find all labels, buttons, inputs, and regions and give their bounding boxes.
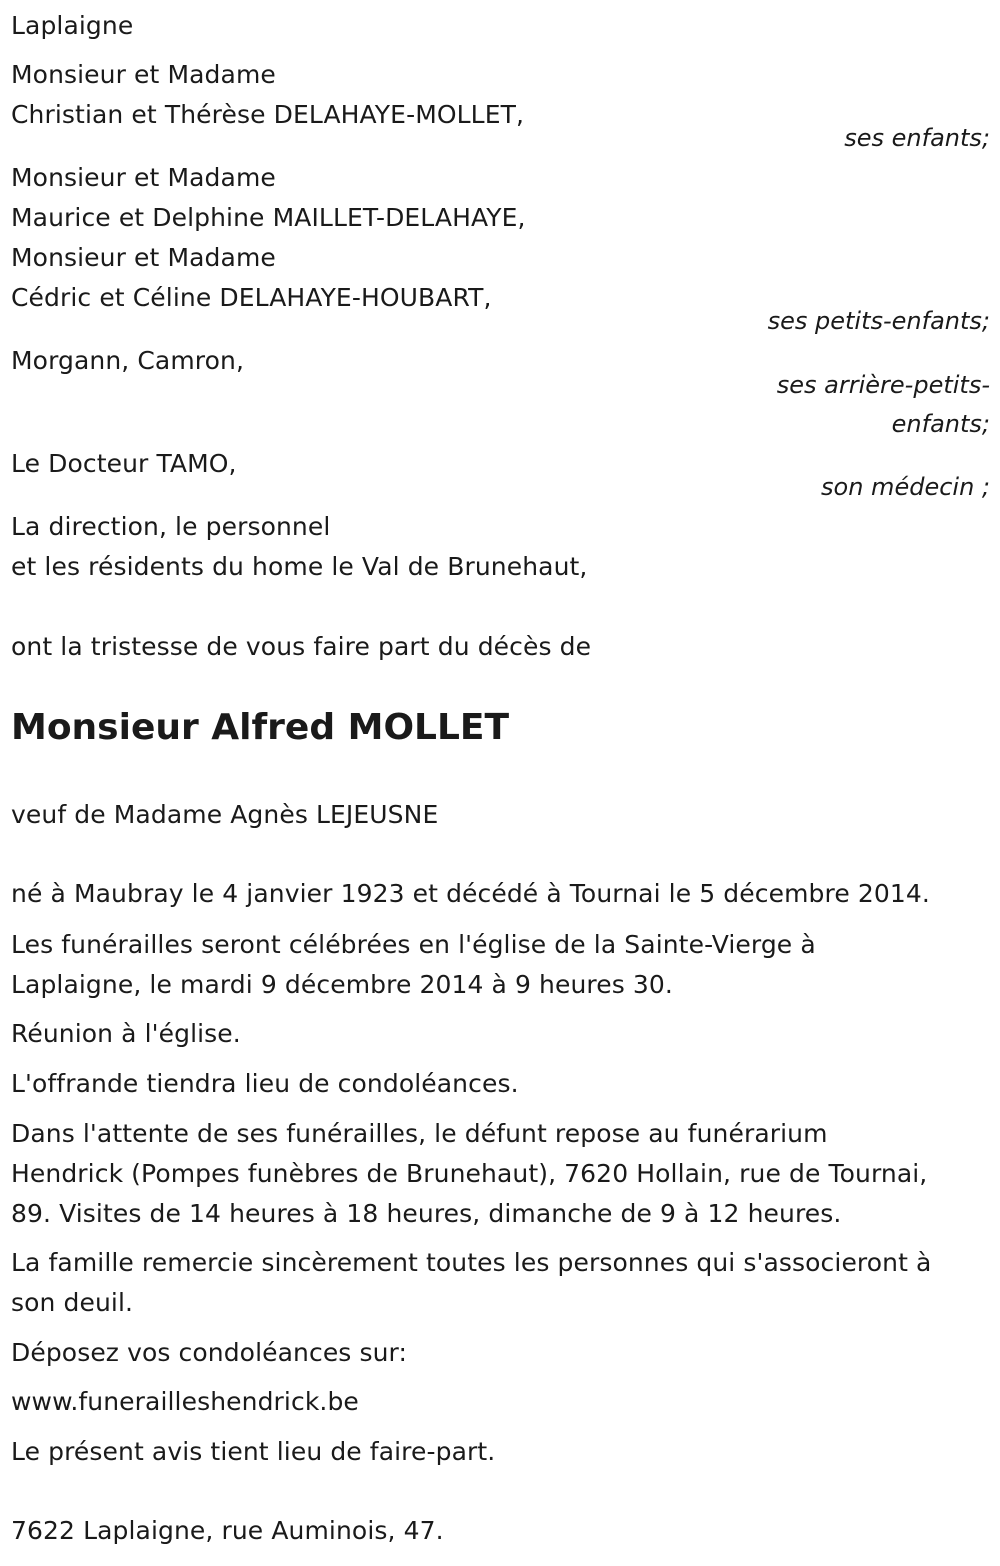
meeting-line: Réunion à l'église. [11,1019,241,1048]
announcement-intro: ont la tristesse de vous faire part du décès de [11,632,592,661]
thanks-line-2: son deuil. [11,1288,134,1317]
deceased-name: Monsieur Alfred MOLLET [11,707,510,748]
great-grandchildren-names: Morgann, Camron, [11,346,245,375]
home-line-2: et les résidents du home le Val de Brunehaut, [11,552,588,581]
funeral-line-2: Laplaigne, le mardi 9 décembre 2014 à 9 heures 30. [11,970,673,999]
great-grandchildren-role-line2: enfants; [891,410,990,438]
children-role: ses enfants; [844,124,990,152]
website-link[interactable]: www.funerailleshendrick.be [11,1387,359,1416]
grandchildren-names-1: Maurice et Delphine MAILLET-DELAHAYE, [11,203,526,232]
town-heading: Laplaigne [11,11,134,40]
rest-line-2: Hendrick (Pompes funèbres de Brunehaut), 7620 Hollain, rue de Tournai, [11,1159,928,1188]
rest-line-1: Dans l'attente de ses funérailles, le défunt repose au funérarium [11,1119,828,1148]
children-names: Christian et Thérèse DELAHAYE-MOLLET, [11,100,525,129]
home-line-1: La direction, le personnel [11,512,331,541]
birth-death-line: né à Maubray le 4 janvier 1923 et décédé à Tournai le 5 décembre 2014. [11,879,930,908]
condolences-label: Déposez vos condoléances sur: [11,1338,408,1367]
great-grandchildren-role-line1: ses arrière-petits- [776,371,990,399]
grandchildren-role: ses petits-enfants; [767,307,990,335]
address-line: 7622 Laplaigne, rue Auminois, 47. [11,1516,444,1545]
grandchildren-title-2: Monsieur et Madame [11,243,276,272]
funeral-line-1: Les funérailles seront célébrées en l'église de la Sainte-Vierge à [11,930,816,959]
thanks-line-1: La famille remercie sincèrement toutes les personnes qui s'associeront à [11,1248,932,1277]
doctor-name: Le Docteur TAMO, [11,449,237,478]
rest-line-3: 89. Visites de 14 heures à 18 heures, dimanche de 9 à 12 heures. [11,1199,842,1228]
offering-line: L'offrande tiendra lieu de condoléances. [11,1069,519,1098]
notice-line: Le présent avis tient lieu de faire-part. [11,1437,496,1466]
children-title: Monsieur et Madame [11,60,276,89]
grandchildren-title-1: Monsieur et Madame [11,163,276,192]
doctor-role: son médecin ; [821,473,990,501]
grandchildren-names-2: Cédric et Céline DELAHAYE-HOUBART, [11,283,492,312]
spouse-line: veuf de Madame Agnès LEJEUSNE [11,800,439,829]
